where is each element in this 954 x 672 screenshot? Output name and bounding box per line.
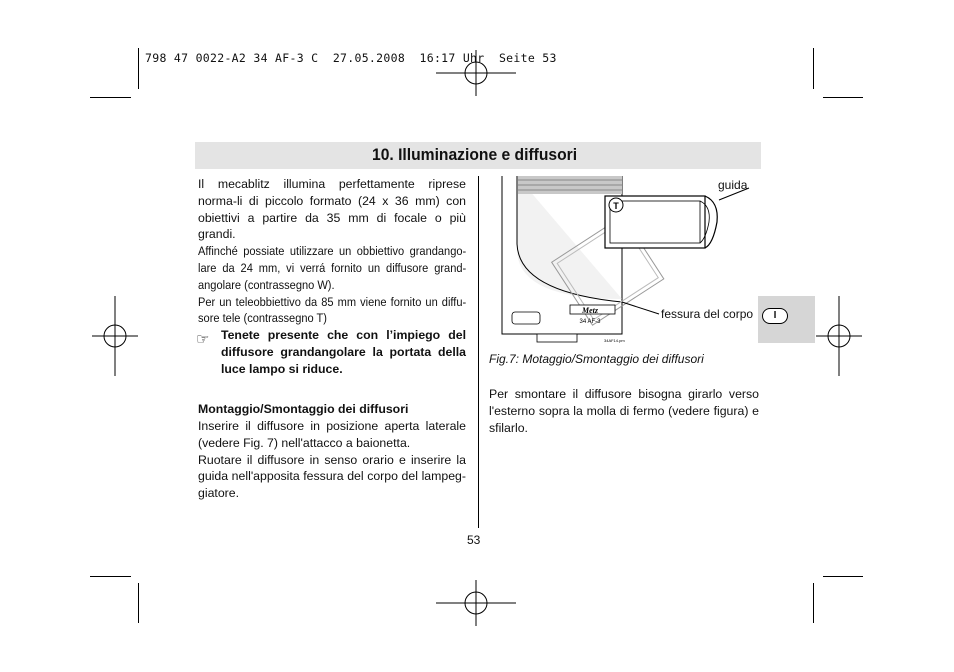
crop-mark (138, 48, 139, 89)
diffuser-marker: T (613, 201, 619, 211)
registration-mark-bottom (436, 580, 516, 626)
crop-mark (823, 576, 863, 577)
instructions (198, 418, 466, 502)
paragraph: Per un teleobbiettivo da 85 mm viene fornito un diffu-sore tele (contrassegno T) (198, 294, 467, 326)
model-label: 34 AF-3 (579, 319, 601, 325)
paragraph: Il mecablitz illumina perfettamente riprese norma-li di piccolo formato (24 x 36 mm) con obiettivi a partire da 35 mm di focale o più grandi. (198, 177, 466, 242)
label-guida: guida (718, 178, 748, 192)
crop-mark (813, 48, 814, 89)
instruction-step: Inserire il diffusore in posizione aperta laterale (vedere Fig. 7) nell'attacco a baionetta. (198, 419, 466, 450)
paragraph: Affinché possiate utilizzare un obbiettivo grandango-lare da 24 mm, vi verrá fornito un diffusore grand-angolare (contrassegno W). (198, 244, 467, 292)
column-divider (478, 176, 479, 528)
crop-mark (138, 583, 139, 623)
crop-mark (813, 583, 814, 623)
intro-text (198, 176, 466, 327)
figure-code: 34AF14.pm (604, 338, 625, 343)
brand-logo: Metz (582, 306, 598, 315)
note-text: Tenete presente che con l’impiego del diffusore grandangolare la portata della luce lampo si riduce. (221, 328, 466, 376)
crop-mark (90, 576, 131, 577)
crop-mark (90, 97, 131, 98)
figure-caption: Fig.7: Motaggio/Smontaggio dei diffusori (489, 352, 704, 366)
crop-mark (823, 97, 863, 98)
section-title: 10. Illuminazione e diffusori (372, 145, 578, 164)
removal-text: Per smontare il diffusore bisogna girarlo verso l'esterno sopra la molla di fermo (vedere figura) e sfilarlo. (489, 387, 759, 435)
page-number: 53 (467, 533, 481, 547)
language-tab (758, 296, 815, 343)
pointing-hand-icon: ☞ (196, 331, 210, 348)
print-header: 798 47 0022-A2 34 AF-3 C 27.05.2008 16:17 Uhr Seite 53 (145, 51, 557, 65)
instruction-step: Ruotare il diffusore in senso orario e inserire la guida nell'apposita fessura del corpo del lampeg-giatore. (198, 452, 466, 501)
language-tab-label: I (762, 308, 788, 324)
registration-mark-right (816, 296, 862, 376)
subheading: Montaggio/Smontaggio dei diffusori (198, 402, 409, 416)
section-title-bar (195, 142, 761, 169)
registration-mark-left (92, 296, 138, 376)
label-fessura-del-corpo: fessura del corpo (661, 307, 754, 321)
